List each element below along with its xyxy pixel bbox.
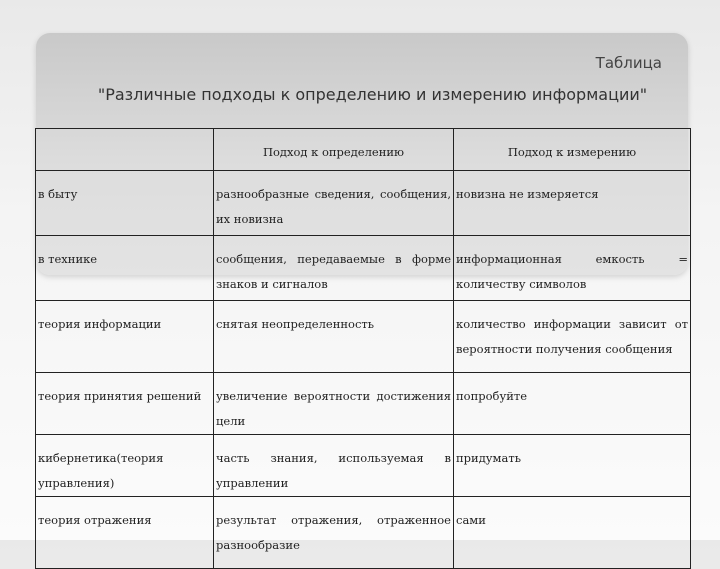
cell-area: теория принятия решений	[36, 373, 214, 435]
cell-measurement: новизна не измеряется	[454, 171, 691, 236]
measurement-word: информационная	[456, 252, 562, 266]
cell-definition: сообщения, передаваемые в форме знаков и сигналов	[214, 236, 454, 301]
table-row	[36, 497, 691, 569]
cell-area: кибернетика(теория управления)	[36, 435, 214, 497]
measurement-word: =	[678, 252, 688, 266]
table-row	[36, 171, 691, 236]
header-cell-area	[36, 129, 214, 171]
table-header-row	[36, 129, 691, 171]
cell-area: в технике	[36, 236, 214, 301]
cell-measurement: придумать	[454, 435, 691, 497]
header-cell-measurement: Подход к измерению	[454, 129, 691, 171]
cell-definition: часть знания, используемая в управлении	[214, 435, 454, 497]
measurement-second-line: количеству символов	[456, 277, 587, 291]
cell-area: теория информации	[36, 301, 214, 373]
approaches-table	[35, 128, 691, 569]
cell-definition: разнообразные сведения, сообщения, их новизна	[214, 171, 454, 236]
slide-label: Таблица	[595, 54, 662, 72]
cell-area: теория отражения	[36, 497, 214, 569]
cell-measurement: количество информации зависит от вероятности получения сообщения	[454, 301, 691, 373]
cell-definition: снятая неопределенность	[214, 301, 454, 373]
cell-measurement	[454, 236, 691, 301]
cell-measurement: сами	[454, 497, 691, 569]
table-row	[36, 435, 691, 497]
cell-measurement: попробуйте	[454, 373, 691, 435]
cell-area: в быту	[36, 171, 214, 236]
slide-title: "Различные подходы к определению и измерению информации"	[97, 85, 648, 104]
measurement-word: емкость	[595, 252, 645, 266]
table-row	[36, 301, 691, 373]
cell-definition: увеличение вероятности достижения цели	[214, 373, 454, 435]
header-cell-definition: Подход к определению	[214, 129, 454, 171]
table-row	[36, 373, 691, 435]
cell-definition: результат отражения, отраженное разнообразие	[214, 497, 454, 569]
measurement-first-line	[456, 247, 688, 272]
table-row	[36, 236, 691, 301]
